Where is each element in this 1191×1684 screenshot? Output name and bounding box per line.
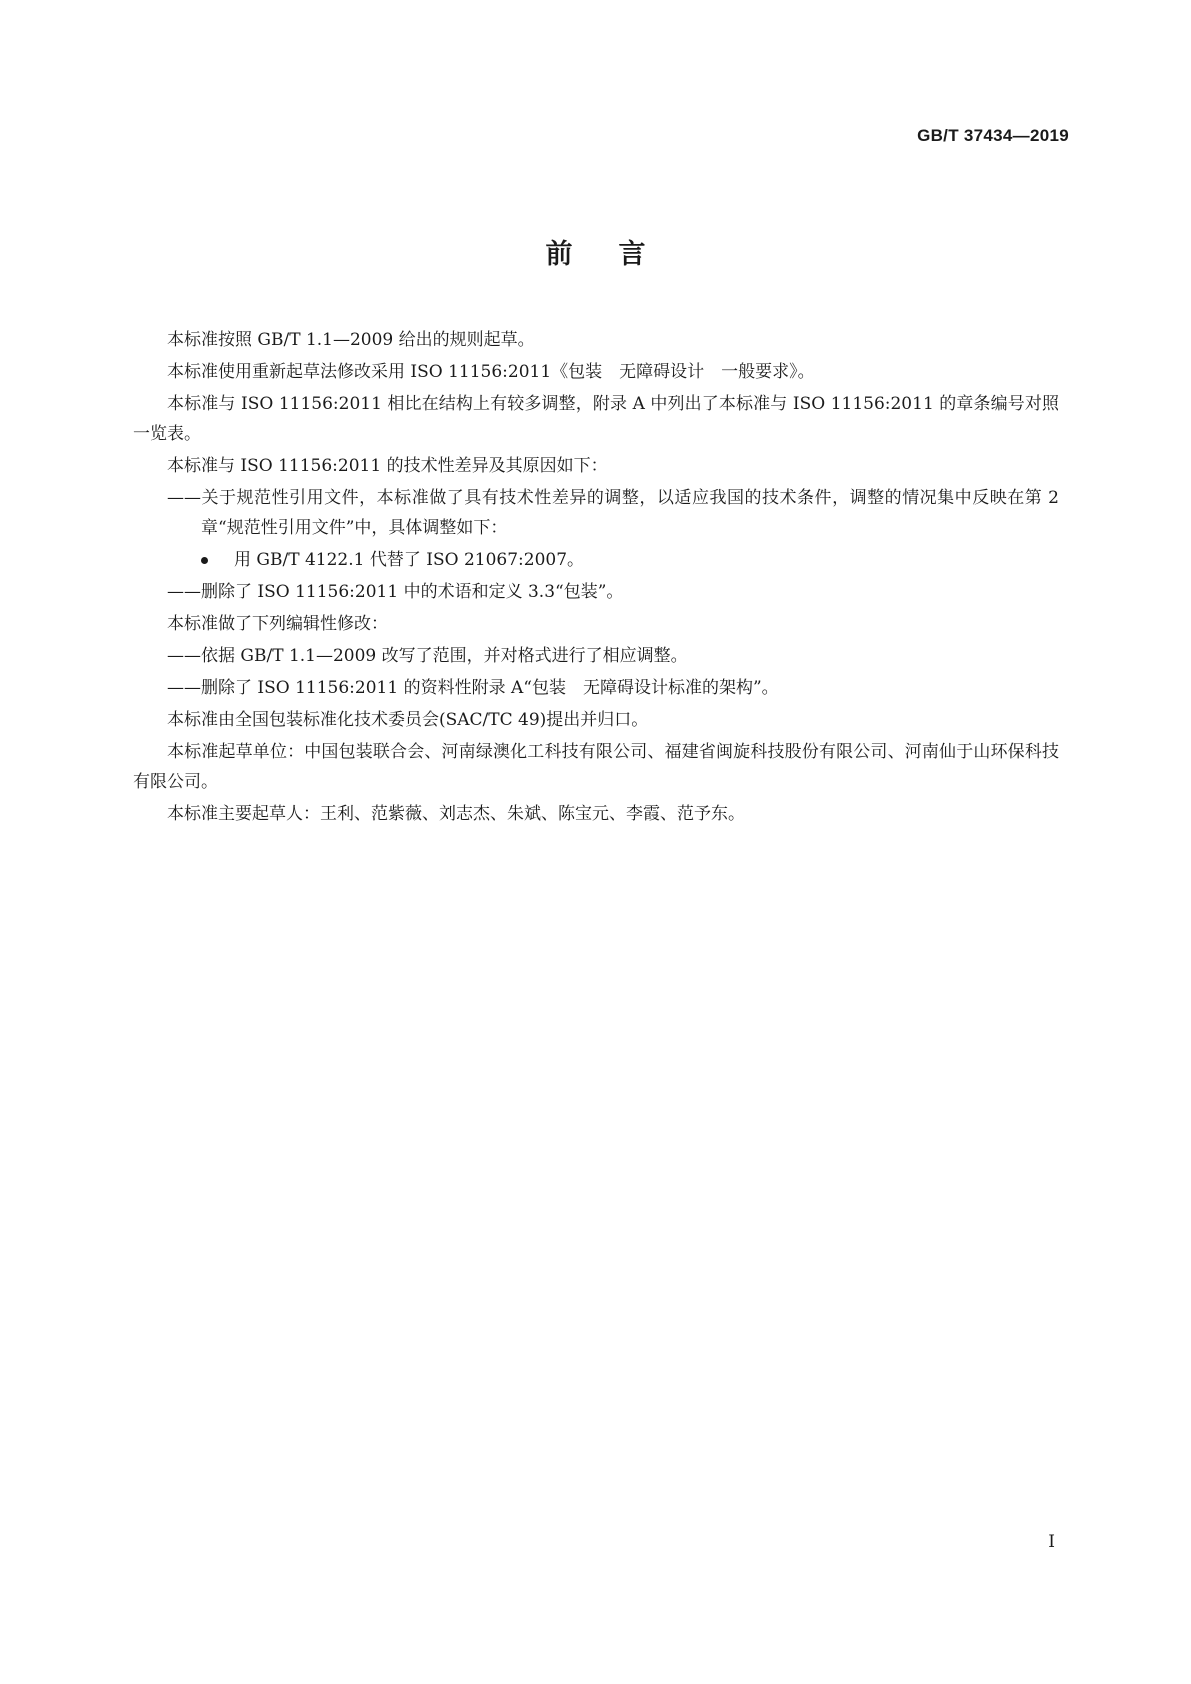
paragraph-technical-differences: 本标准与 ISO 11156:2011 的技术性差异及其原因如下： — [167, 456, 608, 476]
document-body — [133, 325, 1059, 831]
bullet-item — [133, 545, 1059, 575]
paragraph-drafters: 本标准主要起草人：王利、范紫薇、刘志杰、朱斌、陈宝元、李霞、范予东。 — [167, 804, 745, 824]
bullet-icon — [201, 557, 208, 564]
list-item: ——删除了 ISO 11156:2011 中的术语和定义 3.3“包装”。 — [167, 582, 624, 602]
bullet-text: 用 GB/T 4122.1 代替了 ISO 21067:2007。 — [234, 550, 585, 570]
paragraph-structure: 本标准与 ISO 11156:2011 相比在结构上有较多调整，附录 A 中列出了本标准与 ISO 11156:2011 的章条编号对照一览表。 — [133, 394, 1059, 444]
paragraph-proposer: 本标准由全国包装标准化技术委员会(SAC/TC 49)提出并归口。 — [167, 710, 649, 730]
paragraph-drafting-rules: 本标准按照 GB/T 1.1—2009 给出的规则起草。 — [167, 330, 535, 350]
page-number: I — [1048, 1532, 1055, 1552]
list-item: ——依据 GB/T 1.1—2009 改写了范围，并对格式进行了相应调整。 — [167, 646, 688, 666]
paragraph-editorial-changes: 本标准做了下列编辑性修改： — [167, 614, 388, 634]
list-item: ——关于规范性引用文件，本标准做了具有技术性差异的调整，以适应我国的技术条件，调整的情况集中反映在第 2 章“规范性引用文件”中，具体调整如下： — [167, 488, 1059, 538]
list-item: ——删除了 ISO 11156:2011 的资料性附录 A“包装 无障碍设计标准的架构”。 — [167, 678, 779, 698]
page-title: 前言 — [545, 239, 692, 270]
standard-code: GB/T 37434—2019 — [917, 126, 1069, 145]
paragraph-adoption: 本标准使用重新起草法修改采用 ISO 11156:2011《包装 无障碍设计 一般要求》。 — [167, 362, 815, 382]
paragraph-drafting-units: 本标准起草单位：中国包装联合会、河南绿澳化工科技有限公司、福建省闽旋科技股份有限公司、河南仙于山环保科技有限公司。 — [133, 742, 1059, 792]
